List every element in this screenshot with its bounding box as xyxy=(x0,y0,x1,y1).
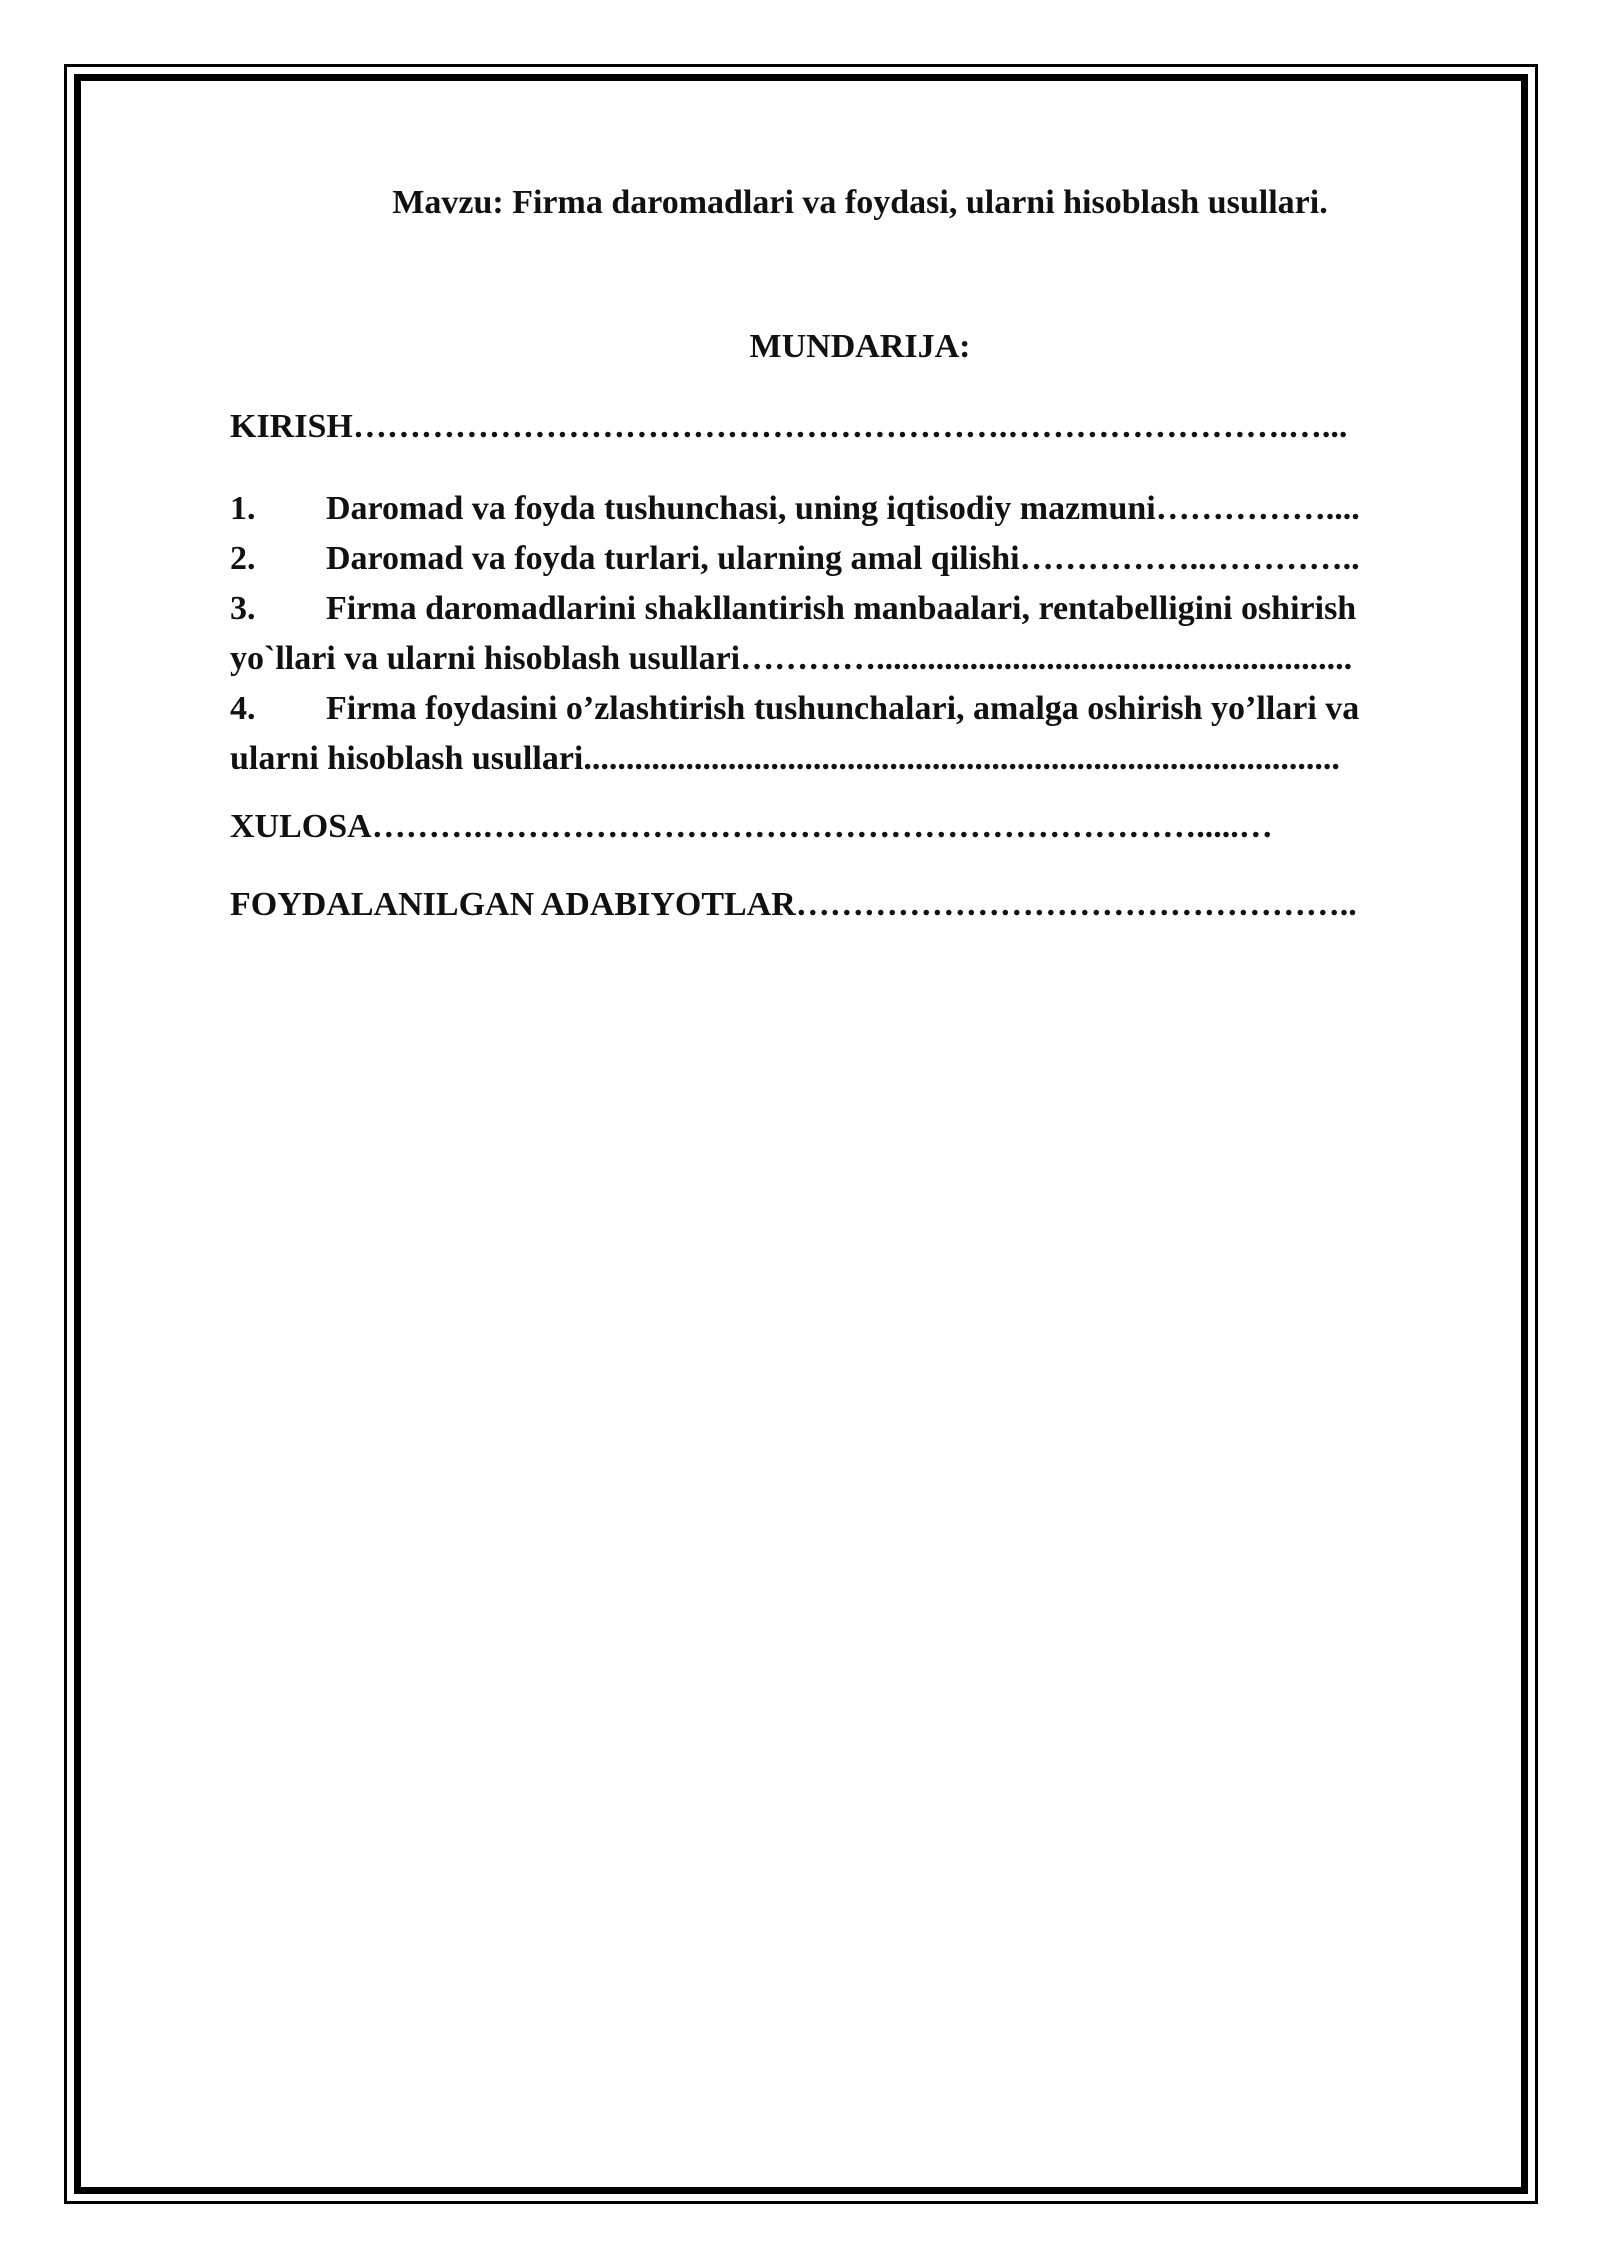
document-topic: Mavzu: Firma daromadlari va foydasi, ularni hisoblash usullari. xyxy=(392,184,1328,221)
toc-entry-3-line2: yo`llari va ularni hisoblash usullari…………........................................................ xyxy=(230,640,1353,677)
toc-entry-3-text: Firma daromadlarini shakllantirish manbaalari, rentabelligini oshirish xyxy=(326,590,1357,627)
toc-entry-4 xyxy=(230,684,1482,784)
toc-entry-4-line2: ularni hisoblash usullari......................................................................................... xyxy=(230,740,1340,777)
toc-entry-4-text: Firma foydasini o’zlashtirish tushunchalari, amalga oshirish yo’llari va xyxy=(326,690,1360,727)
toc-entry-4-line1 xyxy=(230,684,1482,734)
toc-entry-3-number: 3. xyxy=(230,590,256,627)
toc-entry-1-number: 1. xyxy=(230,490,256,527)
toc-entry-intro: KIRISH………………………………………………….…………………….…... xyxy=(230,408,1348,445)
toc-entry-2-text: Daromad va foyda turlari, ularning amal qilishi……………..………….. xyxy=(326,540,1360,577)
toc-entry-1-line xyxy=(230,484,1482,534)
toc-entry-1 xyxy=(230,484,1482,534)
toc-entry-3 xyxy=(230,584,1482,684)
toc-title: MUNDARIJA: xyxy=(749,328,971,365)
toc-entry-4-number: 4. xyxy=(230,690,256,727)
toc-entry-conclusion: XULOSA……….……………………………………………………….....… xyxy=(230,808,1273,845)
toc-entry-2-number: 2. xyxy=(230,540,256,577)
toc-entry-2-line xyxy=(230,534,1482,584)
toc-entry-2 xyxy=(230,534,1482,584)
toc-entry-1-text: Daromad va foyda tushunchasi, uning iqtisodiy mazmuni…………….... xyxy=(326,490,1360,527)
toc-entry-3-line1 xyxy=(230,584,1482,634)
toc-entry-references: FOYDALANILGAN ADABIYOTLAR………………………………………….. xyxy=(230,886,1357,923)
page-border-inner xyxy=(74,74,1528,2194)
